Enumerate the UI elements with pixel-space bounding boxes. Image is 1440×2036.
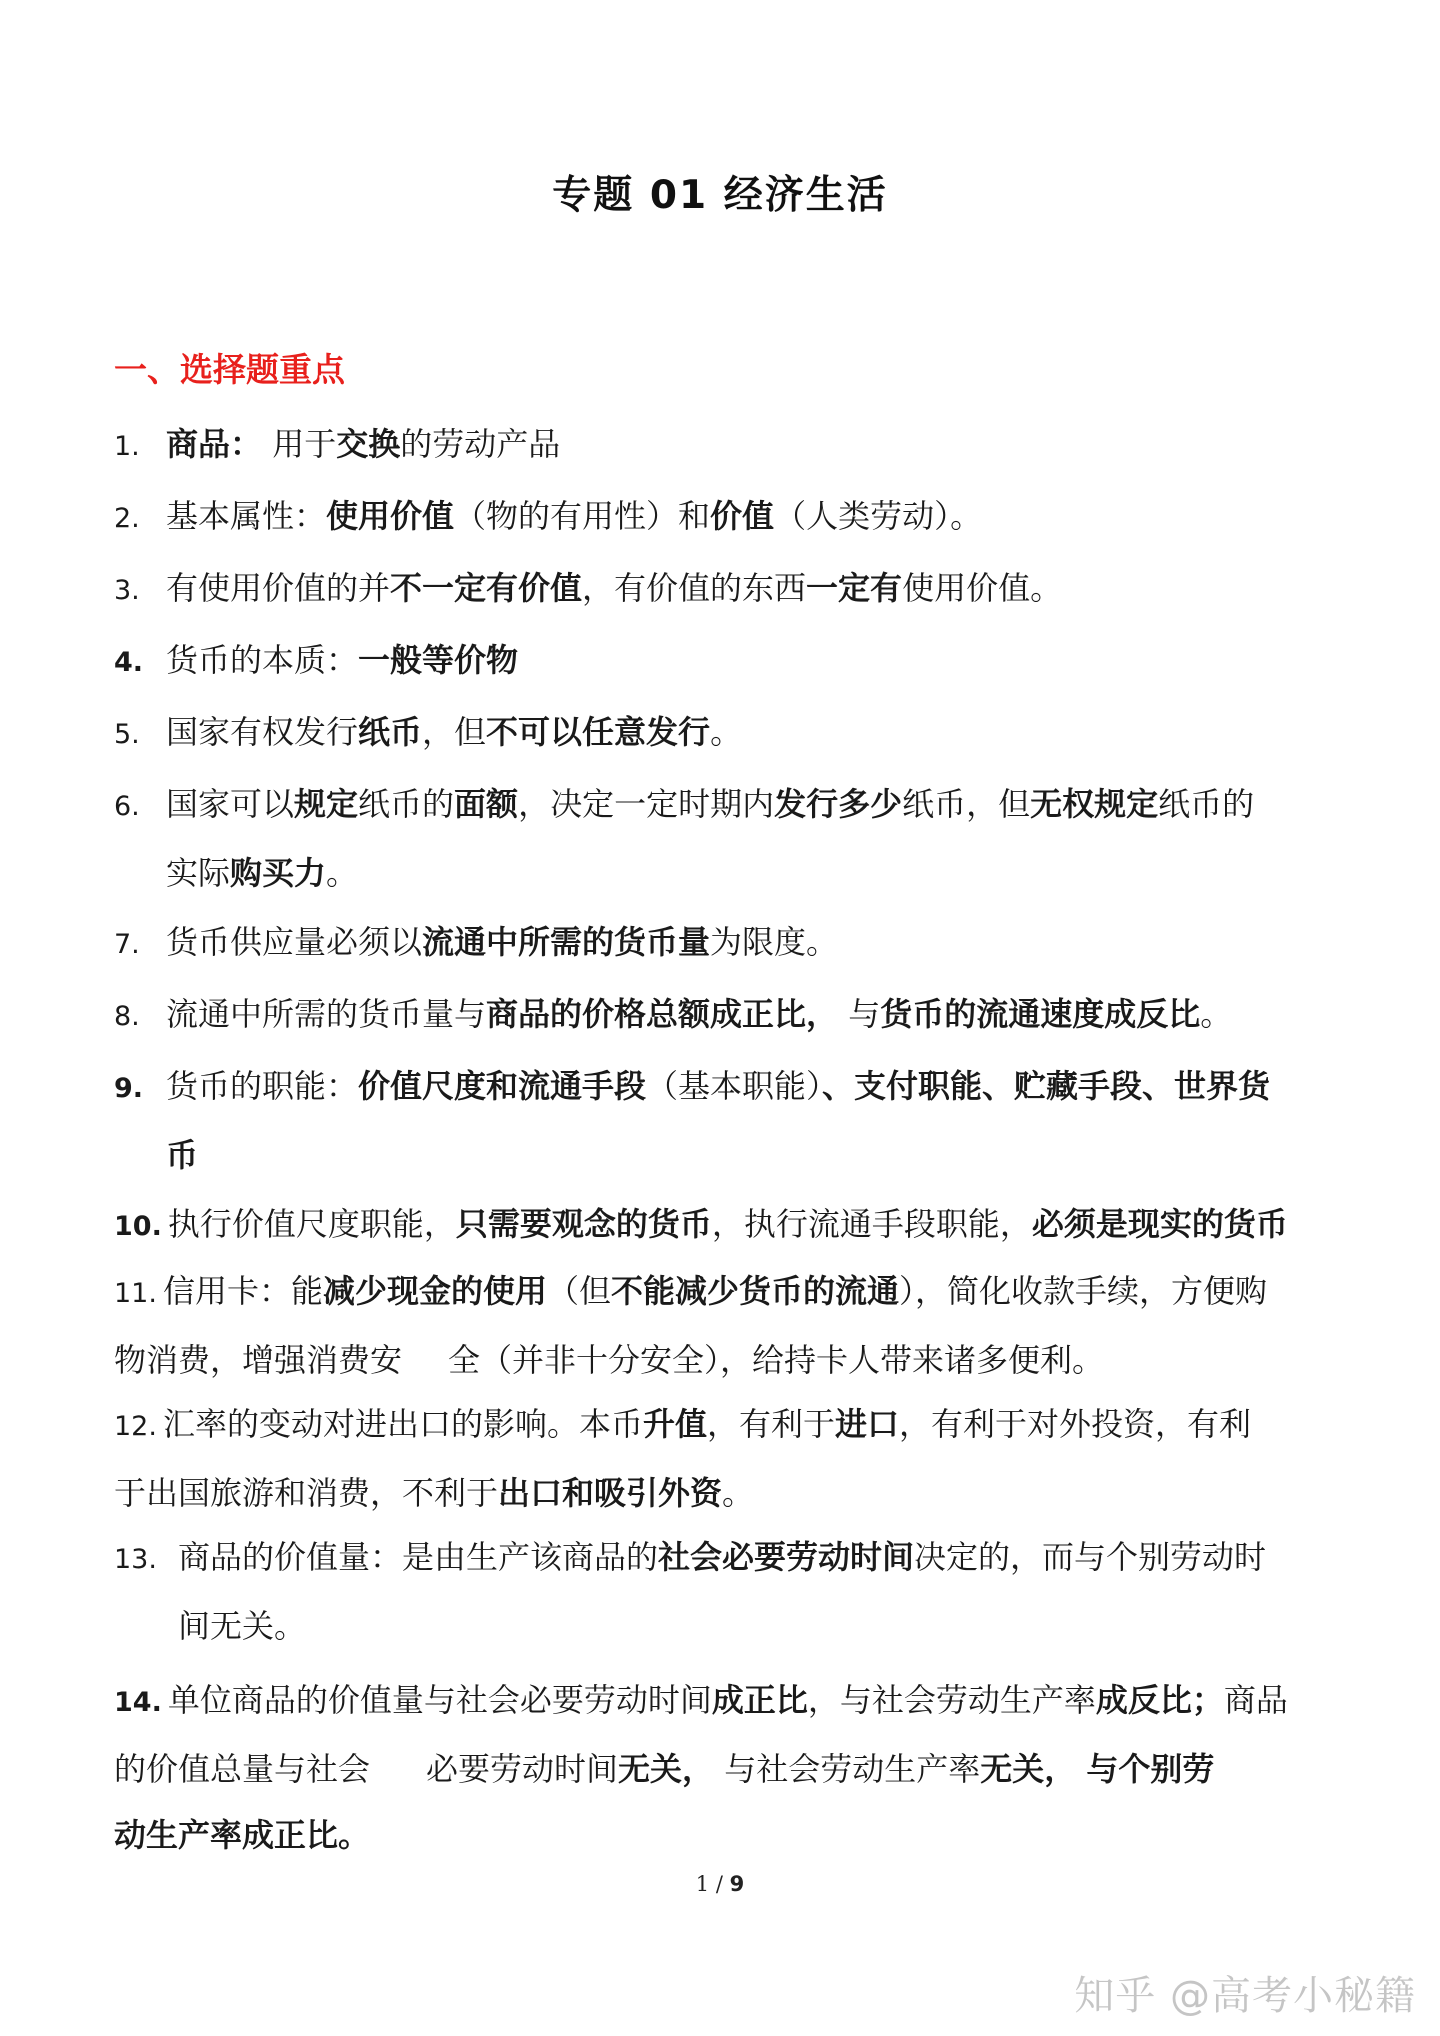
item-text [166, 569, 1062, 607]
page-title: 专题 01 经济生活 [552, 173, 888, 218]
text-run: 于出国旅游和消费，不利于 [114, 1474, 499, 1512]
bold-text: 不能减少货币的流通 [611, 1272, 900, 1310]
text-run: 全（并非十分安全），给持卡人带来诸多便利。 [448, 1341, 1105, 1379]
page-current: 1 [695, 1872, 710, 1896]
text-run: 使用价值。 [902, 569, 1063, 607]
item-text [163, 1405, 1251, 1443]
bold-text: 成正比 [711, 1681, 808, 1719]
item-text [166, 1067, 1270, 1105]
bold-text: 减少现金的使用 [322, 1272, 547, 1310]
item-text [168, 1681, 1288, 1719]
item-line [114, 1258, 1364, 1327]
text-run: 必要劳动时间 [426, 1750, 619, 1788]
bold-text: 规定 [294, 785, 359, 823]
item-number: 3. [114, 575, 140, 606]
item-number: 5. [114, 719, 140, 750]
item-line [114, 1667, 1364, 1736]
bold-text: 社会必要劳动时间 [658, 1538, 915, 1576]
text-run: 。 [710, 713, 743, 751]
bold-text: 商品的价格总额成正比， [486, 995, 839, 1033]
item-text [114, 1341, 1104, 1379]
text-run: 用于 [262, 425, 337, 463]
item-line [114, 483, 1364, 552]
text-run: ，决定一定时期内 [518, 785, 775, 823]
page-separator: / [709, 1872, 730, 1896]
item-text [166, 923, 838, 961]
item-text [166, 497, 982, 535]
bold-text: 必须是现实的货币 [1031, 1205, 1288, 1243]
list-item-7 [114, 909, 1364, 978]
text-run: （但 [546, 1272, 611, 1310]
text-run: 的劳动产品 [400, 425, 561, 463]
item-number: 14. [114, 1687, 162, 1718]
text-run: ，有利于 [706, 1405, 835, 1443]
item-text [178, 1607, 306, 1645]
item-number: 1. [114, 431, 140, 462]
item-line [114, 1053, 1364, 1122]
text-run: 流通中所需的货币量与 [166, 995, 487, 1033]
bold-text: 交换 [336, 425, 401, 463]
text-run: 国家有权发行 [166, 713, 359, 751]
page-number [0, 1872, 1440, 1896]
text-run: 决定的，而与个别劳动时 [914, 1538, 1267, 1576]
text-run: 货币供应量必须以 [166, 923, 423, 961]
list-item-11 [114, 1258, 1364, 1393]
item-line [114, 411, 1364, 480]
text-run: 。 [722, 1474, 755, 1512]
bold-text: 纸币 [358, 713, 423, 751]
item-line-continued [114, 840, 1364, 906]
text-run: 商品 [1223, 1681, 1288, 1719]
bold-text: 出口和吸引外资 [498, 1474, 723, 1512]
bold-text: 无关， [618, 1750, 715, 1788]
list-item-2 [114, 483, 1364, 552]
item-line [114, 909, 1364, 978]
text-run: 单位商品的价值量与社会必要劳动时间 [167, 1681, 712, 1719]
list-item-1 [114, 411, 1364, 480]
bold-text: 使用价值 [326, 497, 455, 535]
item-text [114, 1750, 1214, 1788]
bold-text: 与个别劳 [1086, 1750, 1215, 1788]
bold-text: 价值 [710, 497, 775, 535]
watermark: 知乎 @高考小秘籍 [1074, 1973, 1416, 2019]
list-item-12 [114, 1391, 1364, 1526]
text-run: 商品的价值量：是由生产该商品的 [178, 1538, 659, 1576]
item-line [114, 771, 1364, 840]
text-run: 实际 [166, 854, 231, 892]
text-run: ，执行流通手段职能， [711, 1205, 1032, 1243]
text-run: 信用卡：能 [162, 1272, 323, 1310]
item-text [166, 713, 742, 751]
bold-text: 成反比； [1095, 1681, 1224, 1719]
text-run: 与社会劳动生产率 [714, 1750, 981, 1788]
text-run: 有使用价值的并 [166, 569, 391, 607]
text-run: ，但 [422, 713, 487, 751]
text-run [1076, 1750, 1086, 1788]
bold-text: 一般等价物 [358, 641, 519, 679]
text-run: 物消费，增强消费安 [114, 1341, 403, 1379]
bold-text: 商品： [166, 425, 263, 463]
item-number: 12. [114, 1411, 157, 1442]
item-text [166, 641, 518, 679]
text-run: 基本属性： [166, 497, 327, 535]
text-run: 执行价值尺度职能， [167, 1205, 456, 1243]
item-text [163, 1272, 1267, 1310]
item-number: 7. [114, 929, 140, 960]
bold-text: 进口 [835, 1405, 900, 1443]
bold-text: 价值尺度和流通手段 [358, 1067, 647, 1105]
bold-text: 、支付职能、贮藏手段、世界货 [822, 1067, 1271, 1105]
bold-text: 不可以任意发行 [486, 713, 711, 751]
item-text [166, 785, 1254, 823]
text-run: ，有价值的东西 [582, 569, 807, 607]
text-run: 纸币的 [1158, 785, 1255, 823]
item-number: 4. [114, 647, 144, 678]
list-item-14 [114, 1667, 1364, 1868]
item-text [166, 854, 358, 892]
page-total: 9 [729, 1872, 745, 1896]
text-run: （物的有用性）和 [454, 497, 711, 535]
item-line [114, 981, 1364, 1050]
item-line-continued [114, 1327, 1364, 1393]
list-item-5 [114, 699, 1364, 768]
item-number: 11. [114, 1278, 157, 1309]
item-text [178, 1538, 1266, 1576]
text-run: 国家可以 [166, 785, 295, 823]
section-heading: 一、选择题重点 [114, 350, 345, 389]
item-line-continued [114, 1736, 1364, 1802]
item-number: 8. [114, 1001, 140, 1032]
bold-text: 无权规定 [1030, 785, 1159, 823]
list-item-13 [114, 1524, 1364, 1659]
bold-text: 发行多少 [774, 785, 903, 823]
text-run: 为限度。 [710, 923, 839, 961]
item-line [114, 699, 1364, 768]
item-line [114, 627, 1364, 696]
bold-text: 流通中所需的货币量 [422, 923, 711, 961]
item-text [166, 1136, 198, 1174]
text-run: ），简化收款手续，方便购 [899, 1272, 1268, 1310]
item-line [114, 555, 1364, 624]
text-run: 间无关。 [178, 1607, 307, 1645]
list-item-10 [114, 1191, 1364, 1260]
text-run: 的价值总量与社会 [114, 1750, 371, 1788]
item-line [114, 1524, 1364, 1593]
item-number: 10. [114, 1211, 162, 1242]
bold-text: 货币的流通速度成反比 [880, 995, 1201, 1033]
item-line-continued [114, 1122, 1364, 1188]
item-number: 13. [114, 1544, 157, 1575]
bold-text: 不一定有价值 [390, 569, 583, 607]
bold-text: 一定有 [806, 569, 903, 607]
list-item-6 [114, 771, 1364, 906]
bold-text: 币 [166, 1136, 199, 1174]
item-number: 6. [114, 791, 140, 822]
text-run: 与 [838, 995, 881, 1033]
bold-text: 面额 [454, 785, 519, 823]
item-text [114, 1816, 370, 1854]
text-run: 货币的本质： [166, 641, 359, 679]
item-number: 2. [114, 503, 140, 534]
text-run: 。 [326, 854, 359, 892]
list-item-3 [114, 555, 1364, 624]
text-run: 纸币，但 [902, 785, 1031, 823]
item-line-continued [114, 1460, 1364, 1526]
bold-text: 购买力 [230, 854, 327, 892]
item-text [168, 1205, 1288, 1243]
item-line-continued [114, 1802, 1364, 1868]
text-run: （基本职能） [646, 1067, 823, 1105]
list-item-8 [114, 981, 1364, 1050]
list-item-4 [114, 627, 1364, 696]
item-line-continued [114, 1593, 1364, 1659]
text-run: 货币的职能： [166, 1067, 359, 1105]
bold-text: 升值 [642, 1405, 707, 1443]
item-line [114, 1391, 1364, 1460]
bold-text: 无关， [980, 1750, 1077, 1788]
bold-text: 只需要观念的货币 [455, 1205, 712, 1243]
text-run: 汇率的变动对进出口的影响。本币 [162, 1405, 643, 1443]
text-run: ，有利于对外投资，有利 [899, 1405, 1252, 1443]
text-run: 纸币的 [358, 785, 455, 823]
list-item-9 [114, 1053, 1364, 1188]
bold-text: 动生产率成正比。 [114, 1816, 371, 1854]
item-text [114, 1474, 754, 1512]
text-run: （人类劳动）。 [774, 497, 983, 535]
text-run: 。 [1200, 995, 1233, 1033]
item-text [166, 425, 560, 463]
text-run: ，与社会劳动生产率 [807, 1681, 1096, 1719]
item-number: 9. [114, 1073, 144, 1104]
item-text [166, 995, 1232, 1033]
item-line [114, 1191, 1364, 1260]
